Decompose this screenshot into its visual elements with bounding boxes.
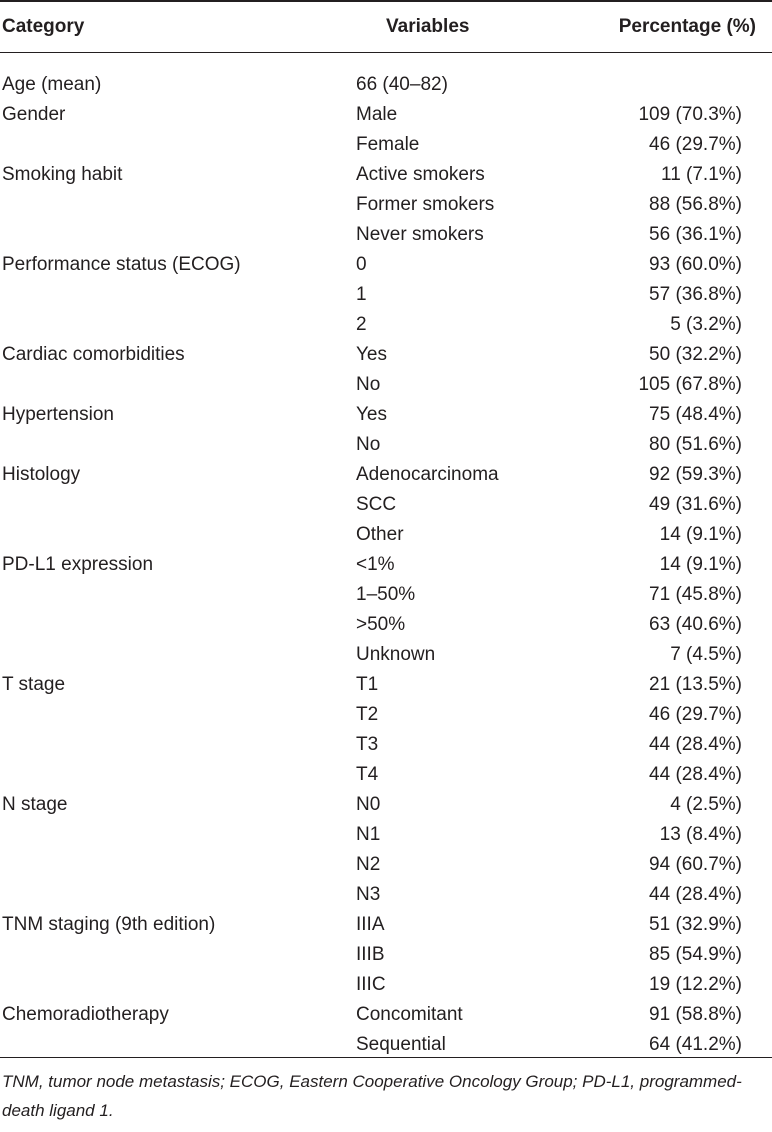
cell-percentage: 44 (28.4%) — [649, 884, 742, 905]
cell-category: TNM staging (9th edition) — [2, 914, 216, 935]
cell-percentage: 50 (32.2%) — [649, 344, 742, 365]
cell-variable: N2 — [356, 854, 381, 875]
cell-category: Hypertension — [2, 404, 114, 425]
cell-percentage: 49 (31.6%) — [649, 494, 742, 515]
table-bottom-rule — [0, 1057, 772, 1058]
cell-category: Smoking habit — [2, 164, 123, 185]
cell-variable: Other — [356, 524, 404, 545]
cell-percentage: 46 (29.7%) — [649, 134, 742, 155]
cell-percentage: 64 (41.2%) — [649, 1034, 742, 1055]
cell-percentage: 71 (45.8%) — [649, 584, 742, 605]
cell-category: PD-L1 expression — [2, 554, 154, 575]
table-row — [0, 1030, 772, 1060]
cell-variable: N0 — [356, 794, 381, 815]
table-row — [0, 430, 772, 460]
table-row — [0, 760, 772, 790]
table-row — [0, 250, 772, 280]
table-row — [0, 400, 772, 430]
cell-variable: IIIC — [356, 974, 386, 995]
cell-variable: 0 — [356, 254, 367, 275]
cell-variable: T4 — [356, 764, 379, 785]
cell-percentage: 75 (48.4%) — [649, 404, 742, 425]
cell-percentage: 56 (36.1%) — [649, 224, 742, 245]
cell-percentage: 109 (70.3%) — [638, 104, 742, 125]
cell-percentage: 88 (56.8%) — [649, 194, 742, 215]
cell-variable: 1 — [356, 284, 367, 305]
table-row — [0, 940, 772, 970]
cell-percentage: 46 (29.7%) — [649, 704, 742, 725]
cell-percentage: 21 (13.5%) — [649, 674, 742, 695]
table-row — [0, 310, 772, 340]
cell-category: Histology — [2, 464, 81, 485]
cell-category: Gender — [2, 104, 66, 125]
table-row — [0, 670, 772, 700]
cell-variable: Yes — [356, 344, 387, 365]
cell-percentage: 5 (3.2%) — [670, 314, 742, 335]
table-header-rule — [0, 52, 772, 53]
cell-percentage: 13 (8.4%) — [659, 824, 742, 845]
table-row — [0, 160, 772, 190]
table-row — [0, 610, 772, 640]
table-row — [0, 220, 772, 250]
table-row — [0, 130, 772, 160]
table-row — [0, 790, 772, 820]
table-row — [0, 850, 772, 880]
table-row — [0, 910, 772, 940]
table-row — [0, 340, 772, 370]
table-row — [0, 970, 772, 1000]
table-footnote: TNM, tumor node metastasis; ECOG, Eastern Cooperative Oncology Group; PD-L1, programmed-death ligand 1. — [2, 1072, 742, 1120]
cell-variable: Adenocarcinoma — [356, 464, 499, 485]
table-row — [0, 550, 772, 580]
table-row — [0, 730, 772, 760]
cell-variable: IIIA — [356, 914, 385, 935]
table-top-rule — [0, 0, 772, 2]
table-row — [0, 880, 772, 910]
cell-variable: N1 — [356, 824, 381, 845]
cell-percentage: 14 (9.1%) — [659, 524, 742, 545]
cell-percentage: 91 (58.8%) — [649, 1004, 742, 1025]
table-row — [0, 460, 772, 490]
cell-variable: <1% — [356, 554, 395, 575]
cell-category: N stage — [2, 794, 68, 815]
table-row — [0, 1000, 772, 1030]
cell-variable: Concomitant — [356, 1004, 463, 1025]
cell-variable: No — [356, 434, 381, 455]
table-row — [0, 190, 772, 220]
cell-variable: No — [356, 374, 381, 395]
cell-variable: Active smokers — [356, 164, 485, 185]
cell-variable: 2 — [356, 314, 367, 335]
cell-category: Cardiac comorbidities — [2, 344, 185, 365]
cell-variable: IIIB — [356, 944, 385, 965]
cell-variable: 66 (40–82) — [356, 74, 448, 95]
table-row — [0, 100, 772, 130]
cell-category: Age (mean) — [2, 74, 102, 95]
cell-category: T stage — [2, 674, 66, 695]
cell-percentage: 105 (67.8%) — [638, 374, 742, 395]
cell-percentage: 85 (54.9%) — [649, 944, 742, 965]
cell-percentage: 11 (7.1%) — [661, 164, 742, 185]
cell-variable: Former smokers — [356, 194, 495, 215]
table-row — [0, 700, 772, 730]
cell-percentage: 7 (4.5%) — [670, 644, 742, 665]
cell-variable: Yes — [356, 404, 387, 425]
table-row — [0, 70, 772, 100]
cell-variable: 1–50% — [356, 584, 416, 605]
cell-variable: Never smokers — [356, 224, 484, 245]
cell-percentage: 94 (60.7%) — [649, 854, 742, 875]
cell-variable: T1 — [356, 674, 379, 695]
cell-variable: Female — [356, 134, 420, 155]
cell-percentage: 57 (36.8%) — [649, 284, 742, 305]
cell-variable: SCC — [356, 494, 397, 515]
table-row — [0, 520, 772, 550]
header-variables: Variables — [386, 16, 470, 37]
cell-percentage: 63 (40.6%) — [649, 614, 742, 635]
cell-percentage: 19 (12.2%) — [649, 974, 742, 995]
cell-variable: Sequential — [356, 1034, 446, 1055]
table-row — [0, 640, 772, 670]
table-row — [0, 820, 772, 850]
cell-percentage: 92 (59.3%) — [649, 464, 742, 485]
cell-variable: N3 — [356, 884, 381, 905]
cell-variable: T3 — [356, 734, 379, 755]
table-body — [0, 70, 772, 1060]
table-row — [0, 370, 772, 400]
cell-variable: >50% — [356, 614, 406, 635]
cell-percentage: 44 (28.4%) — [649, 734, 742, 755]
cell-variable: T2 — [356, 704, 379, 725]
cell-percentage: 14 (9.1%) — [659, 554, 742, 575]
table-row — [0, 580, 772, 610]
cell-category: Chemoradiotherapy — [2, 1004, 169, 1025]
cell-percentage: 51 (32.9%) — [649, 914, 742, 935]
cell-percentage: 80 (51.6%) — [649, 434, 742, 455]
cell-category: Performance status (ECOG) — [2, 254, 241, 275]
header-category: Category — [2, 16, 85, 37]
table-row — [0, 280, 772, 310]
cell-percentage: 4 (2.5%) — [670, 794, 742, 815]
cell-percentage: 93 (60.0%) — [649, 254, 742, 275]
header-percentage: Percentage (%) — [618, 16, 756, 37]
table-row — [0, 490, 772, 520]
cell-percentage: 44 (28.4%) — [649, 764, 742, 785]
cell-variable: Male — [356, 104, 398, 125]
cell-variable: Unknown — [356, 644, 436, 665]
